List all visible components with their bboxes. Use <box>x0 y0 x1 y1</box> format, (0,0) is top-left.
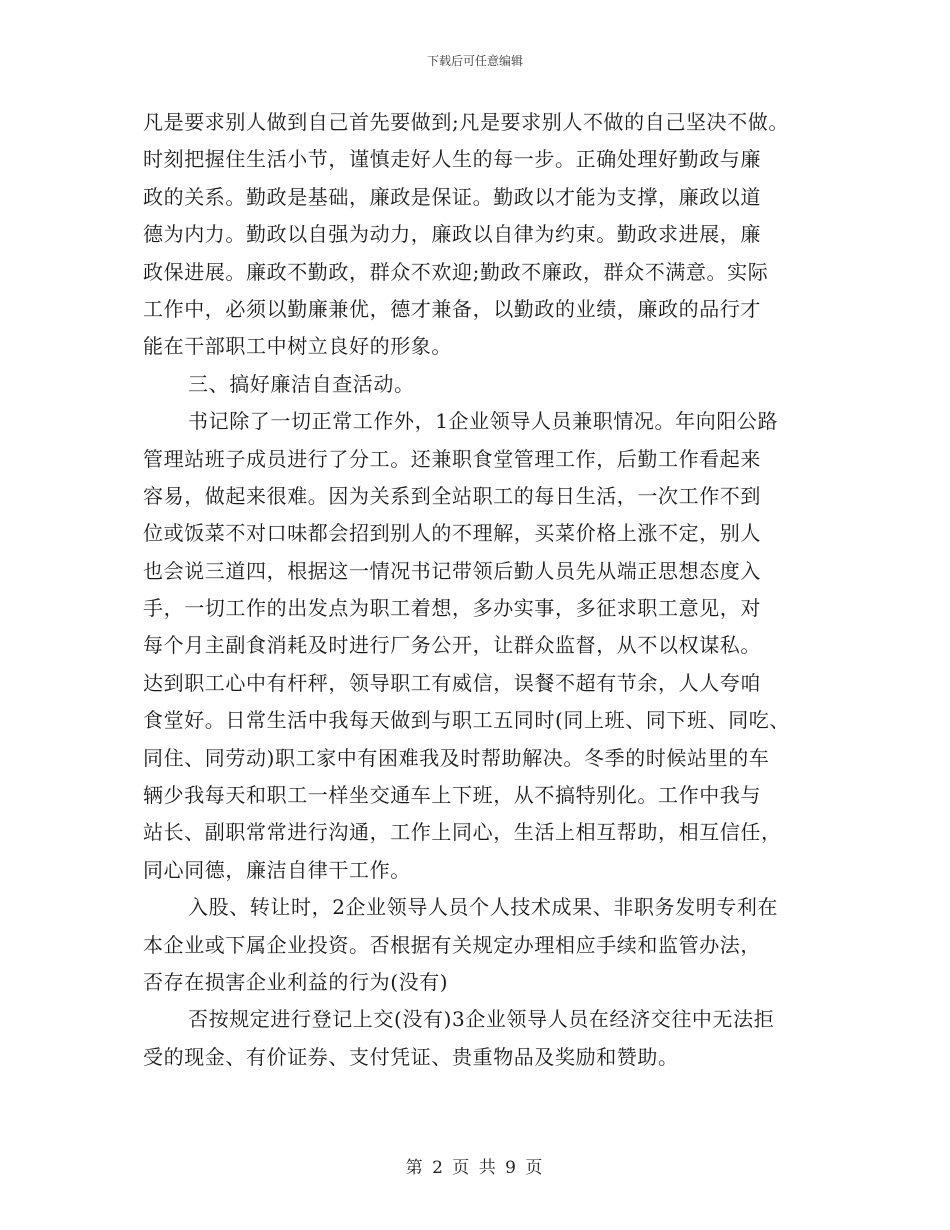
text-line: 凡是要求别人做到自己首先要做到;凡是要求别人不做的自己坚决不做。 <box>143 110 789 134</box>
text-line: 政保进展。廉政不勤政，群众不欢迎;勤政不廉政，群众不满意。实际 <box>143 259 769 284</box>
text-line: 手，一切工作的出发点为职工着想，多办实事，多征求职工意见，对 <box>143 596 761 621</box>
text-line: 站长、副职常常进行沟通，工作上同心，生活上相互帮助，相互信任， <box>143 820 782 845</box>
text-line: 本企业或下属企业投资。否根据有关规定办理相应手续和监管办法， <box>143 932 761 957</box>
text-line: 三、搞好廉洁自查活动。 <box>188 371 415 396</box>
text-line: 同心同德，廉洁自律干工作。 <box>143 857 411 882</box>
text-line: 工作中，必须以勤廉兼优，德才兼备，以勤政的业绩，廉政的品行才 <box>143 296 761 321</box>
page-header: 下载后可任意编辑 <box>426 54 523 68</box>
text-line: 也会说三道四，根据这一情况书记带领后勤人员先从端正思想态度入 <box>143 558 761 583</box>
text-line: 达到职工心中有杆秤，领导职工有威信，误餐不超有节余，人人夸咱 <box>143 670 761 695</box>
page-footer: 第 2 页 共 9 页 <box>405 1158 545 1178</box>
text-line: 书记除了一切正常工作外，1企业领导人员兼职情况。年向阳公路 <box>188 409 779 434</box>
text-line: 容易，做起来很难。因为关系到全站职工的每日生活，一次工作不到 <box>143 483 761 508</box>
text-line: 每个月主副食消耗及时进行厂务公开，让群众监督，从不以权谋私。 <box>143 633 761 658</box>
document-body <box>143 104 843 1076</box>
text-line: 辆少我每天和职工一样坐交通车上下班，从不搞特别化。工作中我与 <box>143 783 761 808</box>
text-line: 食堂好。日常生活中我每天做到与职工五同时(同上班、同下班、同吃、 <box>143 708 791 733</box>
text-line: 德为内力。勤政以自强为动力，廉政以自律为约束。勤政求进展，廉 <box>143 222 761 247</box>
text-line: 政的关系。勤政是基础，廉政是保证。勤政以才能为支撑，廉政以道 <box>143 184 761 209</box>
text-line: 否存在损害企业利益的行为(没有) <box>143 969 449 994</box>
text-line: 位或饭菜不对口味都会招到别人的不理解，买菜价格上涨不定，别人 <box>143 521 761 546</box>
text-line: 受的现金、有价证券、支付凭证、贵重物品及奖励和赞助。 <box>143 1044 679 1069</box>
text-line: 入股、转让时，2企业领导人员个人技术成果、非职务发明专利在 <box>188 895 779 920</box>
text-line: 管理站班子成员进行了分工。还兼职食堂管理工作，后勤工作看起来 <box>143 446 761 471</box>
text-line: 同住、同劳动)职工家中有困难我及时帮助解决。冬季的时候站里的车 <box>143 745 770 770</box>
text-line: 时刻把握住生活小节，谨慎走好人生的每一步。正确处理好勤政与廉 <box>143 147 761 172</box>
text-line: 否按规定进行登记上交(没有)3企业领导人员在经济交往中无法拒 <box>188 1007 775 1032</box>
text-line: 能在干部职工中树立良好的形象。 <box>143 334 452 359</box>
